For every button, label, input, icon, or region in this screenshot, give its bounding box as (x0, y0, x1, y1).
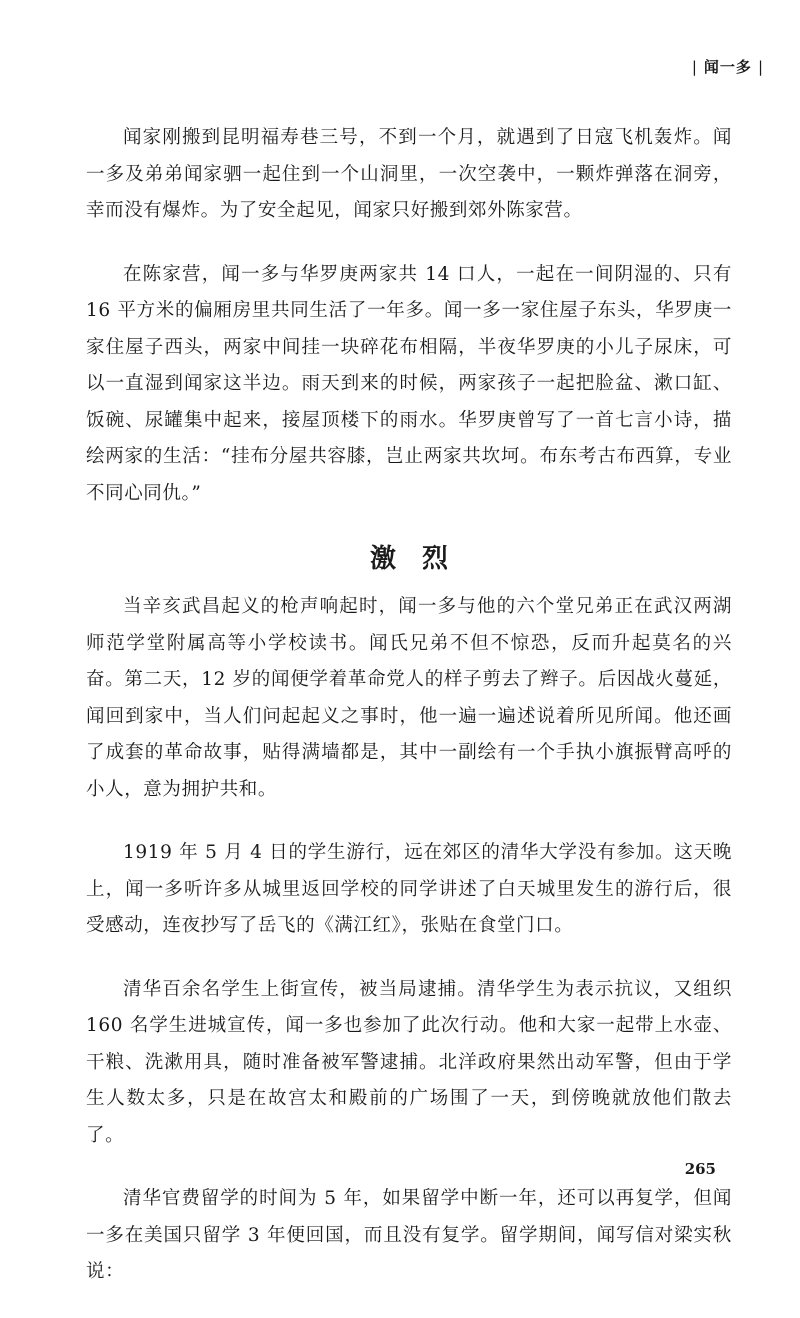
running-header (686, 56, 770, 77)
paragraph-xinhai-uprising: 当辛亥武昌起义的枪声响起时，闻一多与他的六个堂兄弟正在武汉两湖师范学堂附属高等小学校读书。闻氏兄弟不但不惊恐，反而升起莫名的兴奋。第二天，12 岁的闻便学着革命党人的样子剪去了辫子。后因战火蔓延，闻回到家中，当人们问起起义之事时，他一遍一遍述说着所见所闻。他还画了成套的革命故事，贴得满墙都是，其中一副绘有一个手执小旗振臂高呼的小人，意为拥护共和。 (86, 596, 732, 800)
page-body (86, 120, 732, 1318)
paragraph-kunming-move: 闻家刚搬到昆明福寿巷三号，不到一个月，就遇到了日寇飞机轰炸。闻一多及弟弟闻家驷一起住到一个山洞里，一次空袭中，一颗炸弹落在洞旁，幸而没有爆炸。为了安全起见，闻家只好搬到郊外陈家营。 (86, 127, 732, 221)
page-number: 265 (684, 1160, 716, 1178)
running-title: 闻一多 (703, 58, 752, 76)
header-divider-left: | (691, 58, 698, 76)
paragraph-chenjiaying: 在陈家营，闻一多与华罗庚两家共 14 口人，一起在一间阴湿的、只有 16 平方米的偏厢房里共同生活了一年多。闻一多一家住屋子东头，华罗庚一家住屋子西头，两家中间挂一块碎花布相隔，半夜华罗庚的小儿子尿床，可以一直湿到闻家这半边。雨天到来的时候，两家孩子一起把脸盆、漱口缸、饭碗、尿罐集中起来，接屋顶楼下的雨水。华罗庚曾写了一首七言小诗，描绘两家的生活：“挂布分屋共容膝，岂止两家共坎坷。布东考古布西算，专业不同心同仇。” (86, 263, 732, 504)
header-divider-right: | (757, 58, 764, 76)
section-title: 激烈 (369, 544, 474, 574)
paragraph-student-protest: 清华百余名学生上街宣传，被当局逮捕。清华学生为表示抗议，又组织 160 名学生进城宣传，闻一多也参加了此次行动。他和大家一起带上水壶、干粮、洗漱用具，随时准备被军警逮捕。北洋政府果然出动军警，但由于学生人数太多，只是在故宫太和殿前的广场围了一天，到傍晚就放他们散去了。 (86, 978, 732, 1146)
paragraph-study-abroad: 清华官费留学的时间为 5 年，如果留学中断一年，还可以再复学，但闻一多在美国只留学 3 年便回国，而且没有复学。留学期间，闻写信对梁实秋说： (86, 1188, 732, 1282)
paragraph-may-fourth: 1919 年 5 月 4 日的学生游行，远在郊区的清华大学没有参加。这天晚上，闻一多听许多从城里返回学校的同学讲述了白天城里发生的游行后，很受感动，连夜抄写了岳飞的《满江红》，张贴在食堂门口。 (86, 842, 732, 936)
